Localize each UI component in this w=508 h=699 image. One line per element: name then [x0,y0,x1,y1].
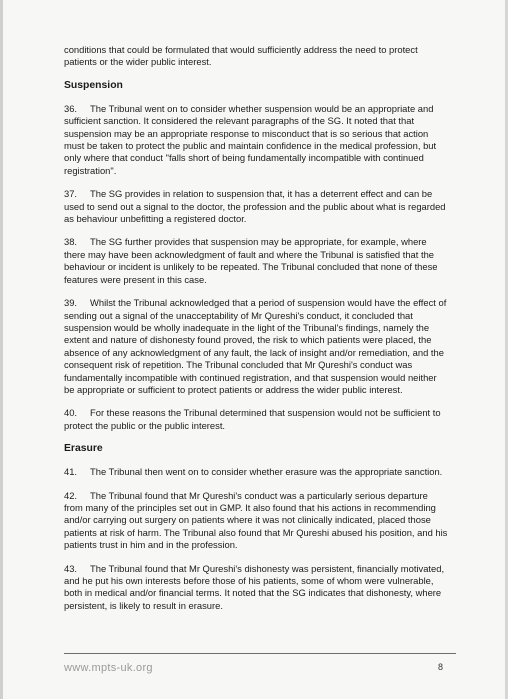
paragraph-40 [64,407,448,432]
paragraph-number: 42. [64,489,78,501]
paragraph-37 [64,188,448,225]
paragraph-number: 41. [64,466,78,478]
paragraph-number: 37. [64,188,78,200]
page-number: 8 [438,662,444,672]
paragraph-number: 43. [64,562,78,574]
paragraph-text: The Tribunal found that Mr Qureshi's dishonesty was persistent, financially motivated, and he put his own interests before those of his patients, some of whom were vulnerable, both in medical and/or financial terms. It noted that the SG indicates that dishonesty, where persistent, is likely to result in erasure. [64,562,445,611]
section-heading-erasure: Erasure [64,443,103,455]
footer-website: www.mpts-uk.org [64,662,153,674]
paragraph-41 [64,466,448,478]
paragraph-38 [64,236,448,286]
paragraph-text: The SG provides in relation to suspension that, it has a deterrent effect and can be used to send out a signal to the doctor, the profession and the public about what is regarded as behaviour unbefitting a registered doctor. [64,188,446,225]
paragraph-36 [64,103,448,177]
paragraph-text: The SG further provides that suspension may be appropriate, for example, where there may have been acknowledgment of fault and where the Tribunal is satisfied that the behaviour or incident is unlikely to be repeated. The Tribunal concluded that none of these features were present in this case. [64,236,438,285]
paragraph-text: For these reasons the Tribunal determined that suspension would not be sufficient to protect the public or the public interest. [64,407,441,431]
paragraph-text: The Tribunal found that Mr Qureshi's conduct was a particularly serious departure from many of the principles set out in GMP. It also found that his actions in recommending and/or carrying out surgery on patients where it was not clinically indicated, placed those patients at risk of harm. The Tribunal also found that Mr Qureshi abused his position, and his patients trust in him and in the profession. [64,489,448,551]
paragraph-43 [64,563,448,613]
paragraph-text: The Tribunal went on to consider whether suspension would be an appropriate and sufficient sanction. It considered the relevant paragraphs of the SG. It noted that that suspension may be an appropriate response to misconduct that is so serious that action must be taken to protect the public and maintain confidence in the medical profession, but only where that conduct "falls short of being fundamentally incompatible with continued registration". [64,102,437,176]
paragraph-number: 38. [64,236,78,248]
footer-divider [64,653,456,654]
paragraph-39 [64,297,448,396]
paragraph-text: Whilst the Tribunal acknowledged that a period of suspension would have the effect of sending out a signal of the unacceptability of Mr Qureshi's conduct, it concluded that suspension would be wholly inadequate in the light of the Tribunal's findings, namely the extent and nature of dishonesty found proved, the risk to which patients were placed, the absence of any acknowledgment of any fault, the lack of insight and/or remediation, and the consequent risk of repetition. The Tribunal concluded that Mr Qureshi's conduct was fundamentally incompatible with continued registration, and that suspension would neither be appropriate or sufficient to protect patients or address the wider public interest. [64,297,447,395]
document-body [64,44,448,623]
paragraph-number: 40. [64,407,78,419]
section-heading-suspension: Suspension [64,79,123,91]
paragraph-text: The Tribunal then went on to consider whether erasure was the appropriate sanction. [90,466,443,478]
intro-paragraph: conditions that could be formulated that would sufficiently address the need to protect patients or the wider public interest. [64,44,418,68]
paragraph-42 [64,490,448,552]
paragraph-number: 36. [64,102,78,114]
scan-edge-left [0,0,3,699]
paragraph-number: 39. [64,297,78,309]
